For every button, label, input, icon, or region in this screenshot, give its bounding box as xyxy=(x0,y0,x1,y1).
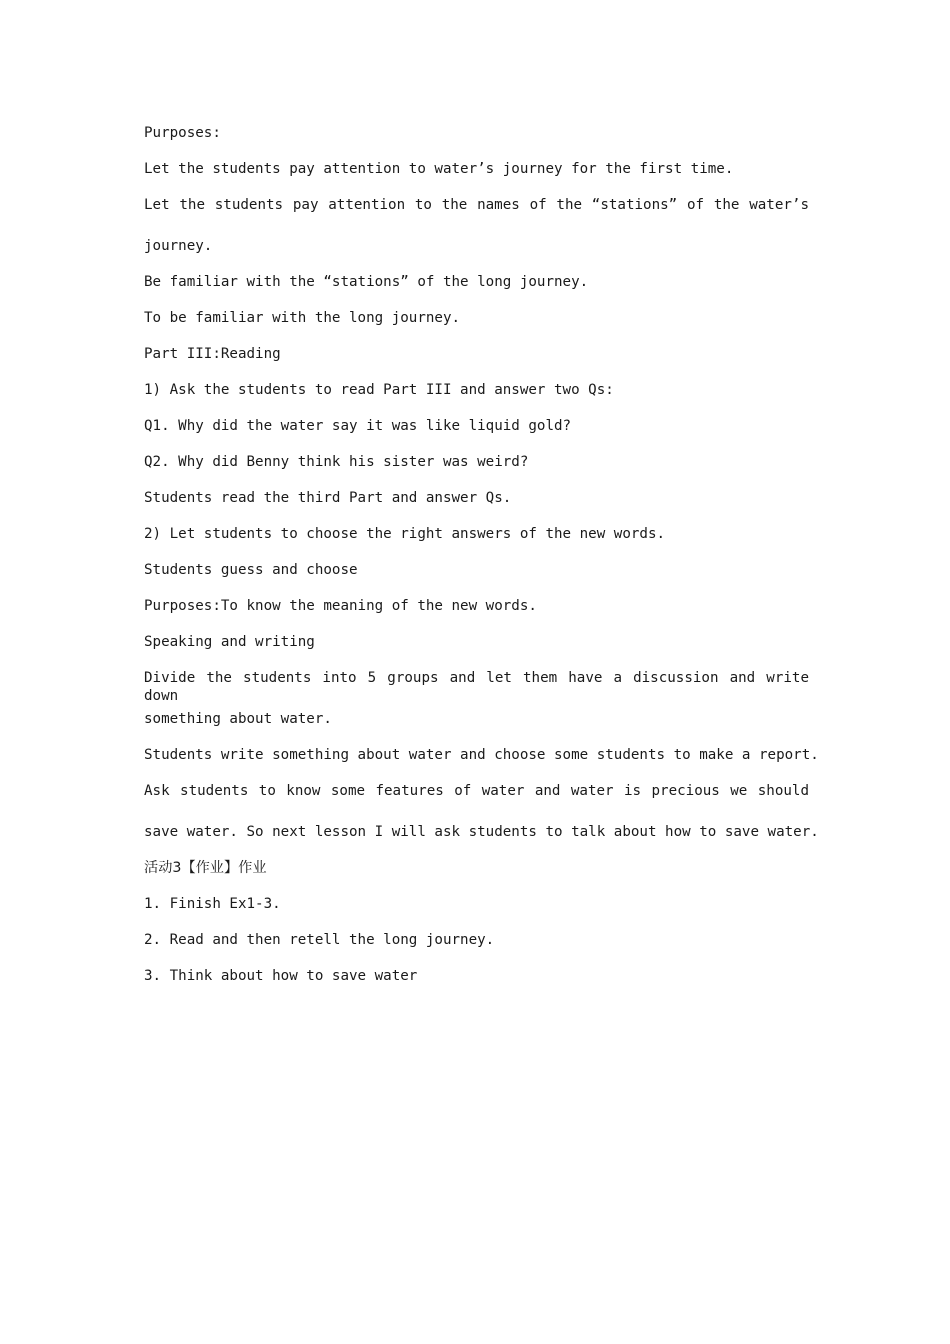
paragraph-line: Purposes:To know the meaning of the new words. xyxy=(144,598,537,614)
paragraph-line: Ask students to know some features of water and water is precious we should xyxy=(144,783,809,799)
paragraph-line: Students read the third Part and answer Qs. xyxy=(144,490,512,506)
question-line: Q1. Why did the water say it was like liquid gold? xyxy=(144,418,572,434)
purposes-heading: Purposes: xyxy=(144,125,221,141)
section-heading: Speaking and writing xyxy=(144,634,315,650)
paragraph-line: Divide the students into 5 groups and let them have a discussion and write down xyxy=(144,670,809,704)
homework-item: 2. Read and then retell the long journey. xyxy=(144,932,495,948)
paragraph-line: journey. xyxy=(144,238,213,254)
paragraph-line: To be familiar with the long journey. xyxy=(144,310,461,326)
paragraph-line: save water. So next lesson I will ask students to talk about how to save water. xyxy=(144,824,819,840)
paragraph-line: 1) Ask the students to read Part III and answer two Qs: xyxy=(144,382,614,398)
paragraph-line: 2) Let students to choose the right answers of the new words. xyxy=(144,526,666,542)
paragraph-line: Students guess and choose xyxy=(144,562,358,578)
homework-item: 1. Finish Ex1-3. xyxy=(144,896,281,912)
document-body xyxy=(144,124,819,1003)
paragraph-line: something about water. xyxy=(144,711,332,727)
paragraph-line: Let the students pay attention to water’s journey for the first time. xyxy=(144,161,734,177)
question-line: Q2. Why did Benny think his sister was weird? xyxy=(144,454,529,470)
paragraph-line: Students write something about water and choose some students to make a report. xyxy=(144,747,819,763)
section-heading: Part III:Reading xyxy=(144,346,281,362)
paragraph-line: Let the students pay attention to the names of the “stations” of the water’s xyxy=(144,197,809,213)
homework-item: 3. Think about how to save water xyxy=(144,968,418,984)
paragraph-line: Be familiar with the “stations” of the long journey. xyxy=(144,274,589,290)
activity-heading: 活动3【作业】作业 xyxy=(144,860,267,876)
